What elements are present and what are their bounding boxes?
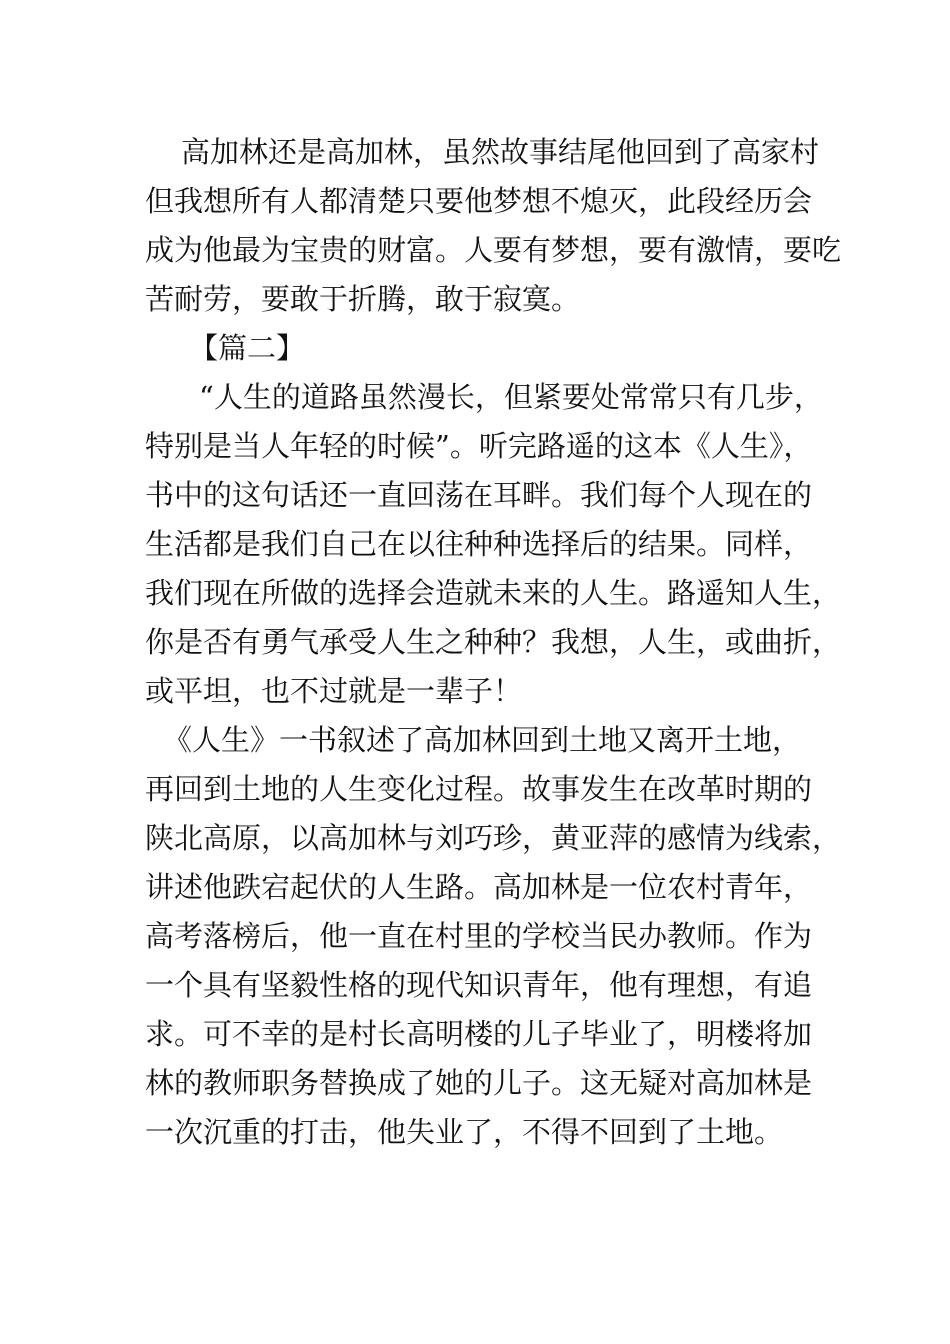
- paragraph-3-line-4: 讲述他跌宕起伏的人生路。高加林是一位农村青年，: [145, 870, 813, 904]
- paragraph-1-line-3: 成为他最为宝贵的财富。人要有梦想，要有激情，要吃: [145, 233, 842, 267]
- paragraph-3-line-2: 再回到土地的人生变化过程。故事发生在改革时期的: [145, 772, 813, 806]
- paragraph-3-line-6: 一个具有坚毅性格的现代知识青年，他有理想，有追: [145, 968, 813, 1002]
- section-heading: 【篇二】: [189, 331, 306, 365]
- paragraph-1-line-4: 苦耐劳，要敢于折腾，敢于寂寞。: [145, 282, 581, 316]
- paragraph-1-line-1: 高加林还是高加林，虽然故事结尾他回到了高家村: [181, 135, 820, 169]
- paragraph-3-line-5: 高考落榜后，他一直在村里的学校当民办教师。作为: [145, 919, 813, 953]
- document-body: [145, 128, 842, 1157]
- paragraph-3-line-8: 林的教师职务替换成了她的儿子。这无疑对高加林是: [145, 1066, 813, 1100]
- paragraph-2-line-2: 特别是当人年轻的时候”。听完路遥的这本《人生》，: [145, 429, 813, 463]
- paragraph-3-line-3: 陕北高原，以高加林与刘巧珍，黄亚萍的感情为线索，: [145, 821, 842, 855]
- paragraph-2-line-3: 书中的这句话还一直回荡在耳畔。我们每个人现在的: [145, 478, 813, 512]
- paragraph-3-line-9: 一次沉重的打击，他失业了，不得不回到了土地。: [145, 1115, 784, 1149]
- paragraph-2-line-4: 生活都是我们自己在以往种种选择后的结果。同样，: [145, 527, 813, 561]
- paragraph-2-line-1: “人生的道路虽然漫长，但紧要处常常只有几步，: [199, 380, 823, 414]
- paragraph-1-line-2: 但我想所有人都清楚只要他梦想不熄灭，此段经历会: [145, 184, 813, 218]
- paragraph-3-line-1: 《人生》一书叙述了高加林回到土地又离开土地，: [163, 723, 802, 757]
- paragraph-2-line-7: 或平坦，也不过就是一辈子！: [145, 674, 523, 708]
- paragraph-2-line-6: 你是否有勇气承受人生之种种？我想，人生，或曲折，: [145, 625, 842, 659]
- paragraph-3-line-7: 求。可不幸的是村长高明楼的儿子毕业了，明楼将加: [145, 1017, 813, 1051]
- paragraph-2-line-5: 我们现在所做的选择会造就未来的人生。路遥知人生，: [145, 576, 842, 610]
